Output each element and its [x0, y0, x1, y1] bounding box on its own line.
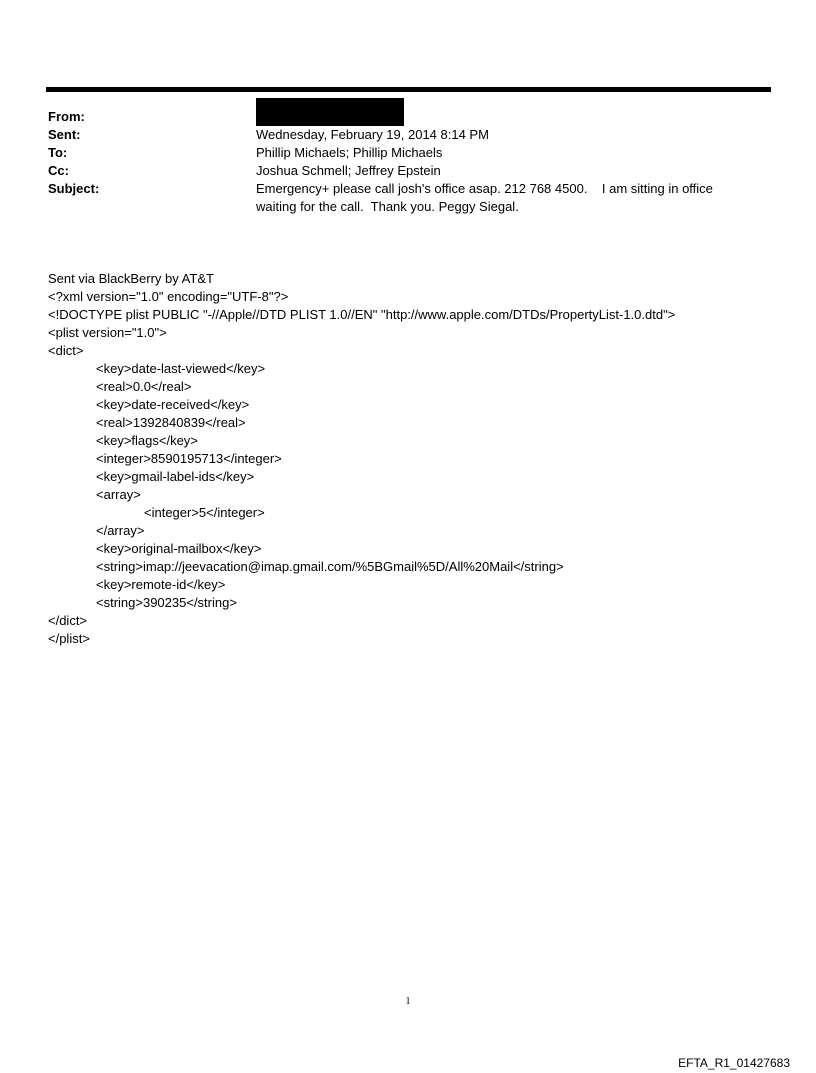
redaction-box	[256, 98, 404, 126]
from-value	[256, 98, 768, 126]
plist-line: <integer>8590195713</integer>	[96, 451, 282, 466]
to-value: Phillip Michaels; Phillip Michaels	[256, 145, 443, 160]
plist-line: <key>gmail-label-ids</key>	[96, 469, 255, 484]
plist-line: <array>	[96, 487, 141, 502]
signature-line: Sent via BlackBerry by AT&T	[48, 271, 214, 286]
plist-line: <real>0.0</real>	[96, 379, 192, 394]
subject-label: Subject:	[48, 181, 100, 196]
to-label: To:	[48, 145, 68, 160]
subject-value	[256, 180, 768, 216]
plist-line: <key>date-last-viewed</key>	[96, 361, 266, 376]
plist-line: <integer>5</integer>	[144, 505, 265, 520]
from-row	[48, 98, 768, 126]
plist-line: <key>flags</key>	[96, 433, 198, 448]
subject-row	[48, 180, 768, 216]
plist-close: </plist>	[48, 631, 90, 646]
sent-row	[48, 126, 768, 144]
plist-open: <plist version="1.0">	[48, 325, 167, 340]
bates-number: EFTA_R1_01427683	[678, 1056, 790, 1070]
subject-line-2: waiting for the call. Thank you. Peggy Siegal.	[256, 199, 519, 214]
cc-label: Cc:	[48, 163, 69, 178]
cc-row	[48, 162, 768, 180]
sent-label: Sent:	[48, 127, 81, 142]
plist-line: <key>date-received</key>	[96, 397, 250, 412]
doctype-line: <!DOCTYPE plist PUBLIC "-//Apple//DTD PLIST 1.0//EN" "http://www.apple.com/DTDs/PropertyList-1.0.dtd">	[48, 307, 676, 322]
subject-line-1: Emergency+ please call josh's office asap. 212 768 4500. I am sitting in office	[256, 181, 713, 196]
plist-line: </array>	[96, 523, 145, 538]
page-number: 1	[405, 996, 411, 1007]
xml-declaration: <?xml version="1.0" encoding="UTF-8"?>	[48, 289, 289, 304]
plist-line: <key>original-mailbox</key>	[96, 541, 262, 556]
from-label: From:	[48, 109, 85, 124]
plist-line: <key>remote-id</key>	[96, 577, 226, 592]
email-header	[48, 98, 768, 216]
dict-close: </dict>	[48, 613, 88, 628]
sent-value: Wednesday, February 19, 2014 8:14 PM	[256, 127, 489, 142]
plist-line: <string>imap://jeevacation@imap.gmail.com/%5BGmail%5D/All%20Mail</string>	[96, 559, 564, 574]
header-divider	[46, 87, 771, 92]
dict-open: <dict>	[48, 343, 84, 358]
to-row	[48, 144, 768, 162]
plist-line: <string>390235</string>	[96, 595, 237, 610]
email-body	[48, 270, 768, 648]
plist-line: <real>1392840839</real>	[96, 415, 246, 430]
cc-value: Joshua Schmell; Jeffrey Epstein	[256, 163, 441, 178]
